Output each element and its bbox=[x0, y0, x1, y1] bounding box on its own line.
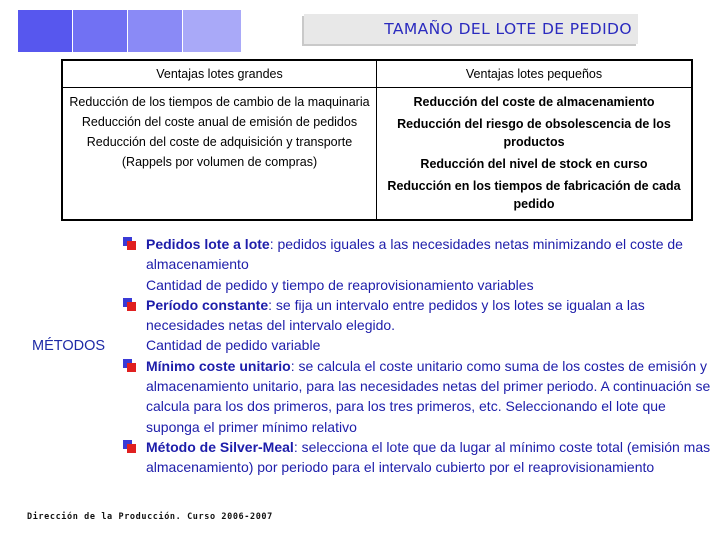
square-bullet-icon bbox=[123, 440, 136, 453]
method-item-fixed-period bbox=[123, 295, 713, 356]
slide-title-box bbox=[304, 14, 638, 44]
small-lots-item: Reducción del nivel de stock en curso bbox=[420, 157, 648, 171]
footer-course: Dirección de la Producción. Curso 2006-2007 bbox=[27, 512, 273, 522]
methods-list bbox=[123, 234, 713, 478]
large-lots-advantages bbox=[63, 88, 377, 219]
method-note: Cantidad de pedido variable bbox=[146, 337, 321, 354]
method-description: : selecciona el lote que da lugar al mínimo coste total (emisión mas almacenamiento) por periodo para el intervalo cubierto por el reaprovisionamiento bbox=[146, 438, 711, 476]
method-name: Mínimo coste unitario bbox=[146, 357, 291, 374]
square-bullet-icon bbox=[123, 298, 136, 311]
method-description: : se fija un intervalo entre pedidos y los lotes se igualan a las necesidades netas del intervalo elegido. bbox=[146, 296, 645, 334]
method-name: Período constante bbox=[146, 296, 269, 313]
header-decor-block-1 bbox=[18, 10, 72, 52]
small-lots-item: Reducción del coste de almacenamiento bbox=[413, 95, 655, 109]
slide-title: TAMAÑO DEL LOTE DE PEDIDO bbox=[384, 20, 632, 38]
header-decor-block-3 bbox=[128, 10, 182, 52]
methods-label: MÉTODOS bbox=[32, 338, 106, 354]
method-item-lot-for-lot bbox=[123, 234, 713, 295]
method-note: Cantidad de pedido y tiempo de reaprovisionamiento variables bbox=[146, 276, 534, 293]
large-lots-item: Reducción de los tiempos de cambio de la maquinaria bbox=[69, 95, 370, 109]
small-lots-advantages bbox=[377, 88, 691, 219]
header-decor-block-4 bbox=[183, 10, 241, 52]
header-decor-block-2 bbox=[73, 10, 127, 52]
advantages-table bbox=[61, 59, 693, 221]
small-lots-header: Ventajas lotes pequeños bbox=[377, 61, 691, 88]
large-lots-item: Reducción del coste de adquisición y transporte bbox=[86, 135, 353, 149]
method-name: Pedidos lote a lote bbox=[146, 236, 270, 252]
square-bullet-icon bbox=[123, 359, 136, 372]
method-name: Método de Silver-Meal bbox=[146, 438, 294, 455]
method-item-silver-meal bbox=[123, 437, 713, 478]
large-lots-header: Ventajas lotes grandes bbox=[63, 61, 377, 88]
square-bullet-icon bbox=[123, 237, 136, 250]
small-lots-item: Reducción del riesgo de obsolescencia de los productos bbox=[397, 117, 671, 149]
method-description: : se calcula el coste unitario como suma de los costes de emisión y almacenamiento unitario, para las necesidades netas del primer periodo. A continuación se calcula para los dos primeros, para los tres primeros, etc. Seleccionando el lote que suponga el primer mínimo relativo bbox=[146, 357, 711, 435]
small-lots-item: Reducción en los tiempos de fabricación de cada pedido bbox=[387, 179, 681, 211]
method-item-least-unit-cost bbox=[123, 356, 713, 437]
large-lots-item: (Rappels por volumen de compras) bbox=[121, 155, 318, 169]
method-description: : pedidos iguales a las necesidades netas minimizando el coste de almacenamiento bbox=[146, 236, 683, 273]
large-lots-item: Reducción del coste anual de emisión de pedidos bbox=[81, 115, 358, 129]
